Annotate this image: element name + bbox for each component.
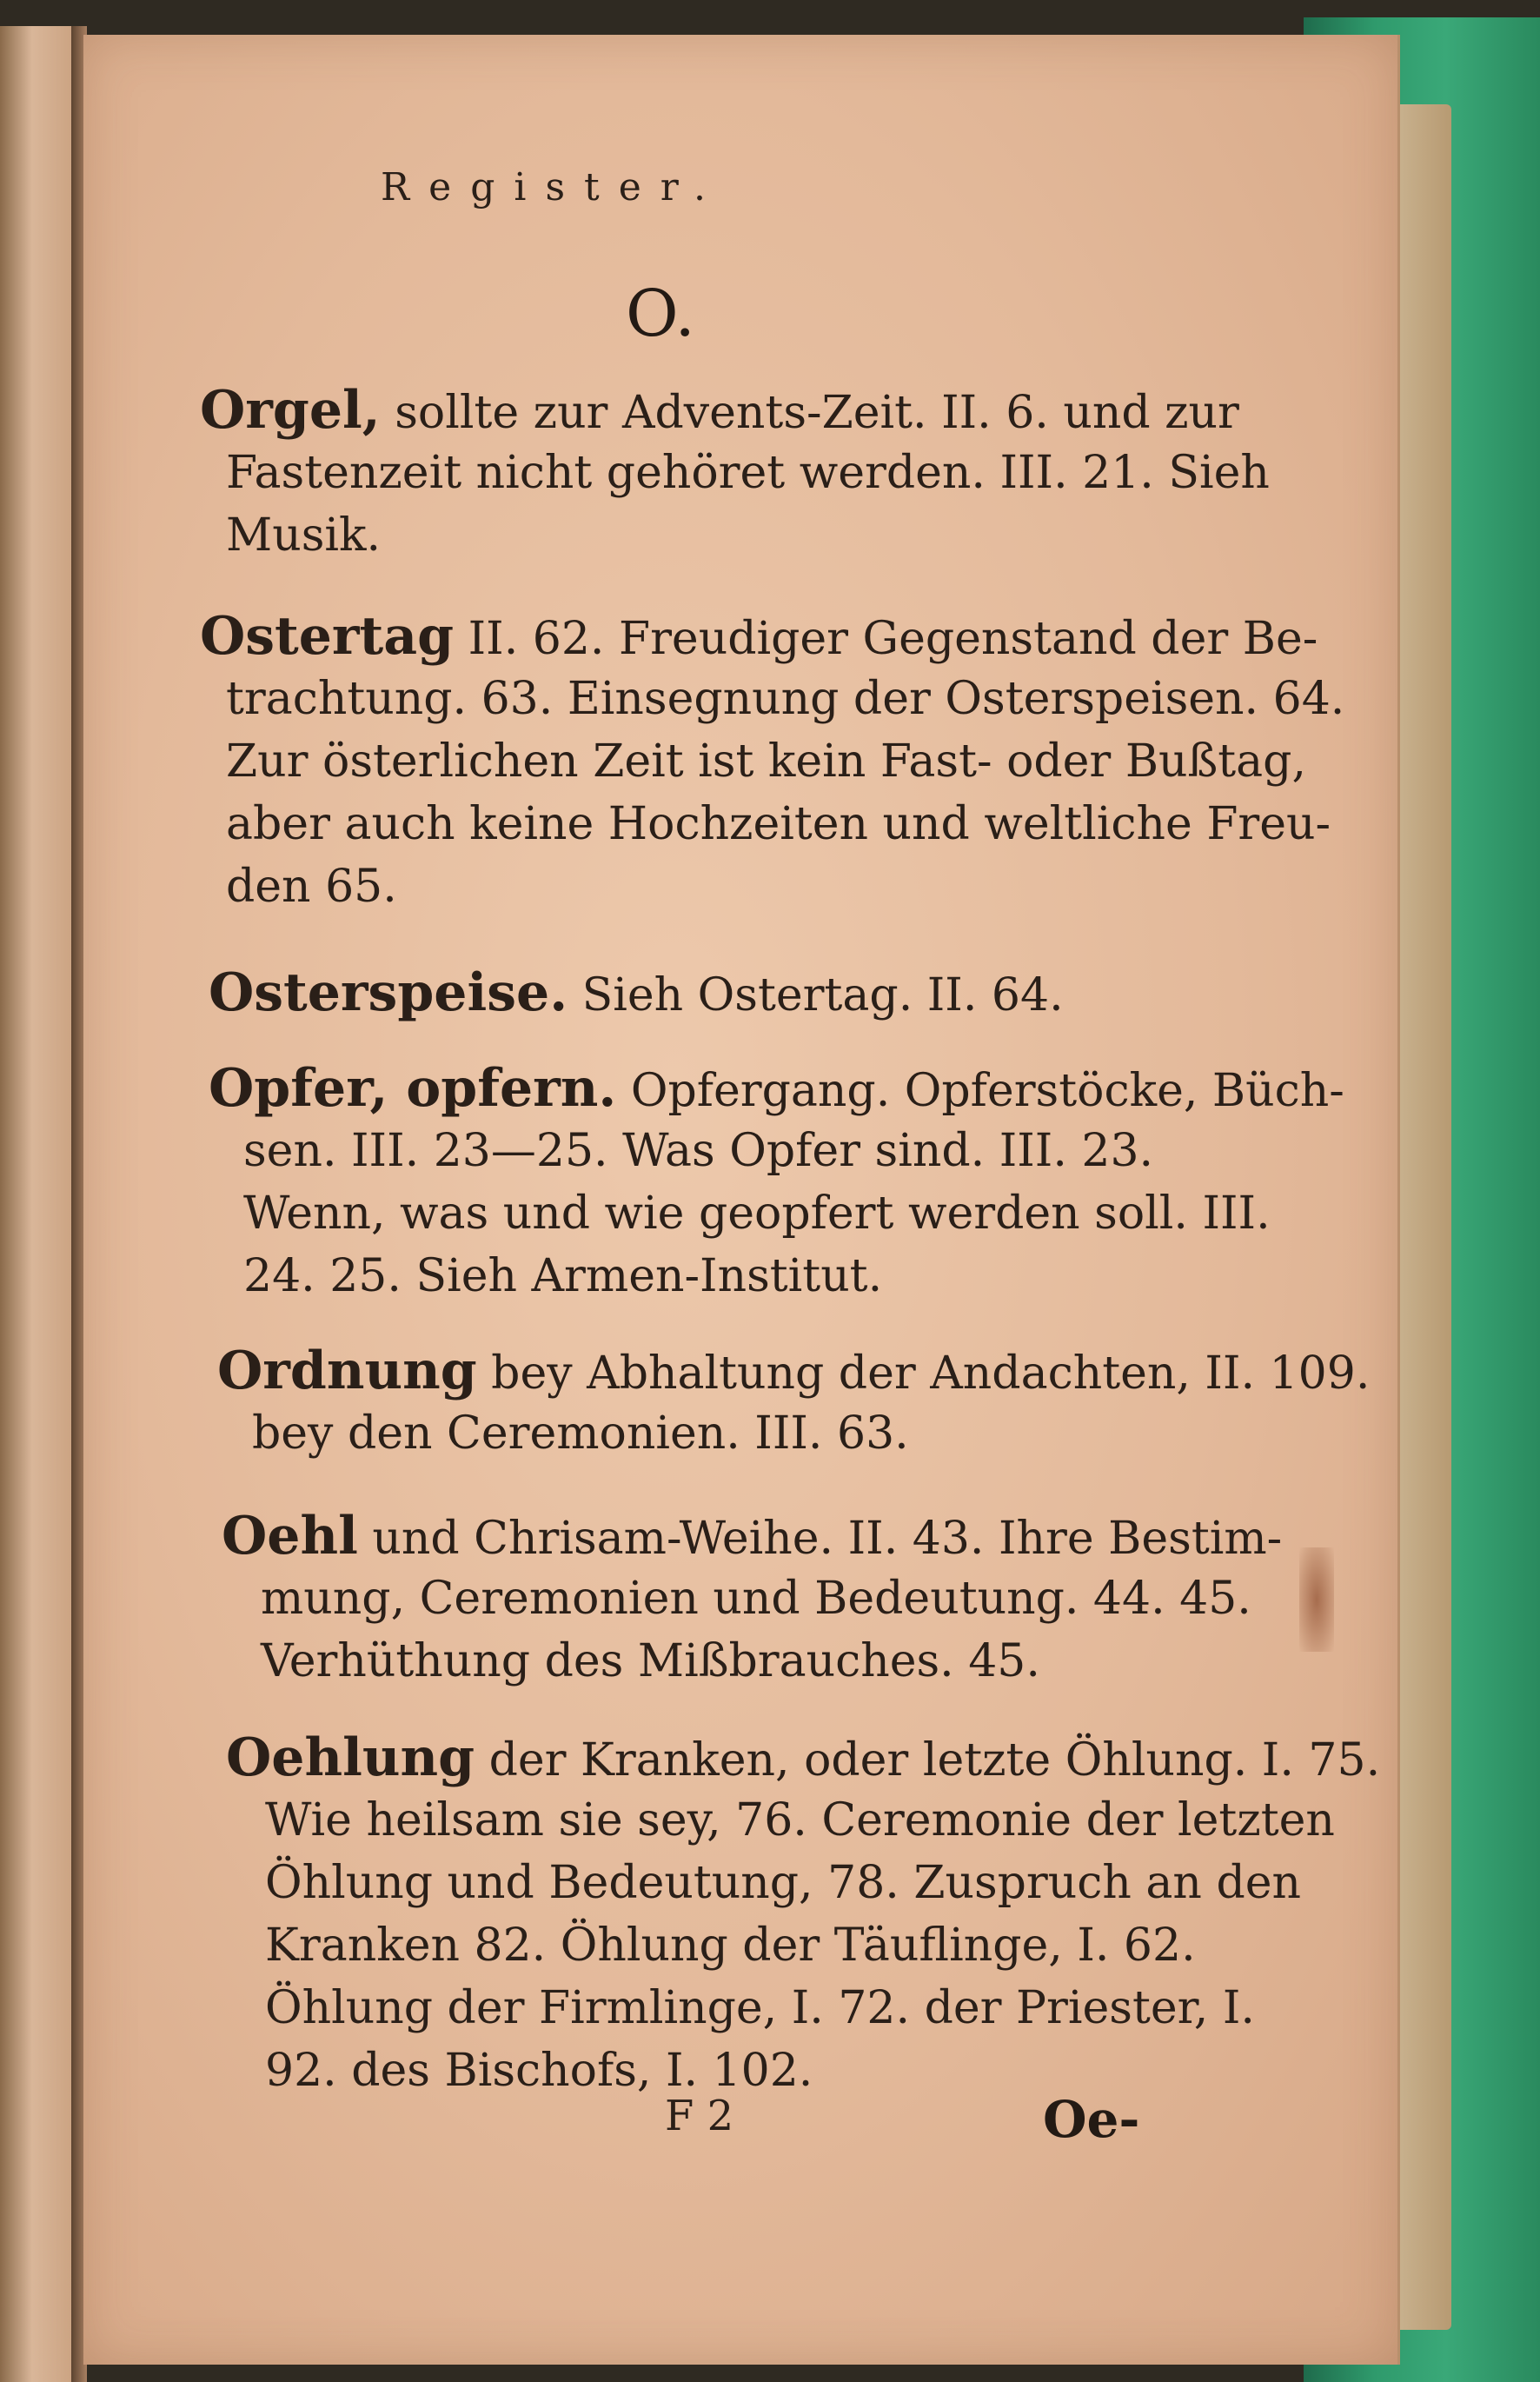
entry-headword: Opfer, opfern. [209,1058,617,1119]
entry-line: Ostertag II. 62. Freudiger Gegenstand der Be- [200,606,1318,667]
entry-line: Wie heilsam sie sey, 76. Ceremonie der letzten [265,1794,1335,1846]
entry-line: Musik. [226,509,382,562]
entry-line: Öhlung der Firmlinge, I. 72. der Priester, I. [265,1982,1255,2034]
entry-line: Oehlung der Kranken, oder letzte Öhlung. I. 75. [226,1727,1381,1788]
entry-line: Öhlung und Bedeutung, 78. Zuspruch an den [265,1857,1301,1909]
entry-line: Zur österlichen Zeit ist kein Fast- oder Bußtag, [226,735,1306,788]
facing-page-edge [0,26,80,2382]
entry-line: Osterspeise. Sieh Ostertag. II. 64. [209,962,1064,1023]
entry-headword: Ordnung [217,1341,477,1401]
entry-line: Opfer, opfern. Opfergang. Opferstöcke, Büch- [209,1058,1344,1119]
entry-line: sen. III. 23—25. Was Opfer sind. III. 23. [243,1125,1154,1177]
entry-line: Fastenzeit nicht gehöret werden. III. 21. Sieh [226,447,1270,499]
entry-line: 24. 25. Sieh Armen-Institut. [243,1250,883,1302]
entry-line: aber auch keine Hochzeiten und weltliche Freu- [226,798,1331,850]
section-letter: O. [626,276,695,351]
entry-line: Orgel, sollte zur Advents-Zeit. II. 6. und zur [200,380,1239,441]
entry-line: trachtung. 63. Einsegnung der Osterspeisen. 64. [226,673,1345,725]
page-stain [1299,1547,1334,1652]
entry-line: Verhüthung des Mißbrauches. 45. [261,1635,1040,1687]
entry-line: 92. des Bischofs, I. 102. [265,2045,813,2097]
catchword: Oe- [1043,2090,1140,2149]
entry-line: mung, Ceremonien und Bedeutung. 44. 45. [261,1573,1251,1625]
entry-line: Wenn, was und wie geopfert werden soll. III. [243,1188,1271,1240]
entry-headword: Oehl [222,1506,358,1567]
entry-line: Ordnung bey Abhaltung der Andachten, II. 109. [217,1341,1371,1401]
entry-headword: Orgel, [200,380,381,441]
entry-headword: Ostertag [200,606,455,667]
running-head: Register. [381,165,725,210]
entry-line: Kranken 82. Öhlung der Täuflinge, I. 62. [265,1920,1196,1972]
signature-mark: F 2 [665,2092,734,2140]
entry-line: Oehl und Chrisam-Weihe. II. 43. Ihre Bestim- [222,1506,1283,1567]
entry-headword: Oehlung [226,1727,475,1788]
entry-line: bey den Ceremonien. III. 63. [252,1407,909,1460]
entry-headword: Osterspeise. [209,962,568,1023]
entry-line: den 65. [226,861,397,913]
